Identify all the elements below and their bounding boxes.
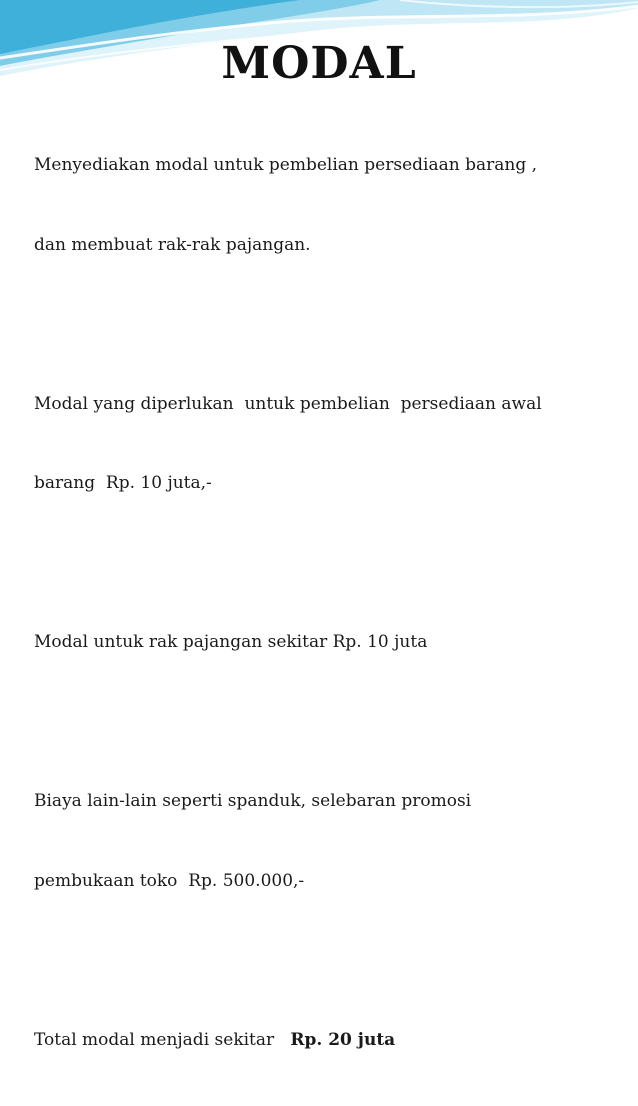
paragraph-display-rack (34, 576, 604, 709)
text-line: Biaya lain-lain seperti spanduk, selebaran promosi (34, 788, 604, 815)
text-line: dan membuat rak-rak pajangan. (34, 232, 604, 259)
total-label: Total modal menjadi sekitar (34, 1030, 290, 1050)
total-value: Rp. 20 juta (290, 1030, 395, 1050)
paragraph-initial-stock (34, 338, 604, 550)
text-line: barang Rp. 10 juta,- (34, 470, 604, 497)
slide (0, 0, 638, 479)
page-title: MODAL (0, 38, 638, 90)
slide-body (34, 99, 604, 1106)
paragraph-other-costs (34, 735, 604, 947)
text-line: Modal untuk rak pajangan sekitar Rp. 10 juta (34, 629, 604, 656)
paragraph-total-capital (34, 974, 604, 1106)
total-line (34, 1027, 604, 1054)
text-line: Menyediakan modal untuk pembelian persediaan barang , (34, 152, 604, 179)
text-line: Modal yang diperlukan untuk pembelian persediaan awal (34, 391, 604, 418)
text-line: pembukaan toko Rp. 500.000,- (34, 868, 604, 895)
paragraph-modal-purpose (34, 99, 604, 311)
